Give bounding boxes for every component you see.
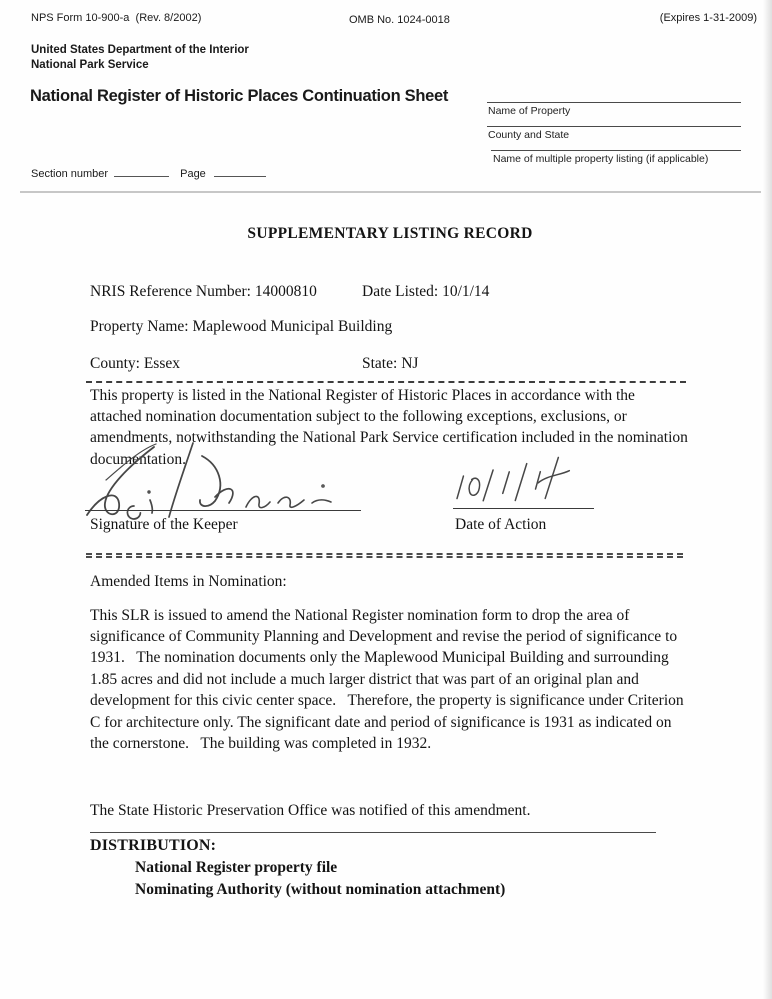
- county-state-label: County and State: [488, 129, 570, 141]
- name-of-property-label: Name of Property: [488, 105, 571, 117]
- form-number: NPS Form 10-900-a (Rev. 8/2002): [31, 12, 202, 24]
- page-label: Page: [180, 168, 206, 180]
- distribution-item: Nominating Authority (without nomination attachment): [135, 881, 506, 899]
- department-name: United States Department of the Interior: [31, 44, 249, 56]
- state-label: State:: [362, 355, 398, 373]
- section-page-row: [31, 165, 274, 180]
- multiple-listing-label: Name of multiple property listing (if applicable): [493, 153, 709, 165]
- amended-items-heading: Amended Items in Nomination:: [90, 572, 287, 590]
- expiration-note: (Expires 1-31-2009): [659, 12, 757, 24]
- signature-label: Signature of the Keeper: [90, 515, 238, 533]
- section-number-blank: [114, 165, 169, 177]
- distribution-divider: [90, 832, 656, 833]
- distribution-item: National Register property file: [135, 859, 338, 877]
- page-blank: [214, 165, 266, 177]
- shpo-notification: The State Historic Preservation Office was notified of this amendment.: [90, 802, 531, 820]
- date-listed-label: Date Listed:: [362, 283, 439, 301]
- county-label: County:: [90, 355, 140, 373]
- document-body: [90, 215, 690, 901]
- distribution-heading: DISTRIBUTION:: [90, 837, 217, 855]
- date-of-action-line: [453, 508, 594, 509]
- property-name-label: Property Name:: [90, 318, 189, 336]
- handwritten-date-ink: [442, 456, 602, 508]
- property-name-value: Maplewood Municipal Building: [192, 318, 393, 336]
- scan-edge-shadow: [763, 0, 772, 999]
- property-id-fields: [487, 102, 741, 174]
- dashed-divider: [86, 381, 686, 383]
- department-block: [31, 43, 249, 73]
- county-value: Essex: [143, 355, 180, 373]
- nris-value: 14000810: [254, 283, 317, 301]
- county-state-row: [90, 353, 690, 374]
- certification-paragraph: This property is listed in the National Register of Historic Places in accordance with the attached nomination documentation subject to the following exceptions, exclusions, or amendments, notwithstanding the National Park Service certification included in the nomination documentation.: [90, 387, 692, 468]
- form-title: National Register of Historic Places Continuation Sheet: [30, 87, 449, 105]
- date-listed-value: 10/1/14: [442, 283, 490, 301]
- distribution-block: [90, 832, 690, 901]
- date-of-action-label: Date of Action: [455, 515, 547, 533]
- double-rule-divider: [86, 553, 683, 558]
- slr-heading: SUPPLEMENTARY LISTING RECORD: [247, 225, 533, 242]
- signature-line: [85, 510, 361, 511]
- nris-label: NRIS Reference Number:: [90, 283, 251, 301]
- property-name-row: [90, 316, 690, 337]
- agency-name: National Park Service: [31, 59, 149, 72]
- nris-row: [90, 281, 690, 302]
- header-divider: [20, 191, 761, 193]
- section-number-label: Section number: [31, 168, 109, 180]
- amendment-paragraph: This SLR is issued to amend the National Register nomination form to drop the area of significance of Community Planning and Development and revise the period of significance to 1931. The nomination documents only the Maplewood Municipal Building and surrounding 1.85 acres and did not include a much larger district that was part of an original plan and development for this civic center space. Therefore, the property is significance under Criterion C for architecture only. The significant date and period of significance is 1931 as indicated on the cornerstone. The building was completed in 1932.: [90, 606, 688, 752]
- state-value: NJ: [401, 355, 419, 373]
- signature-block: [90, 470, 690, 544]
- omb-number: OMB No. 1024-0018: [349, 14, 450, 26]
